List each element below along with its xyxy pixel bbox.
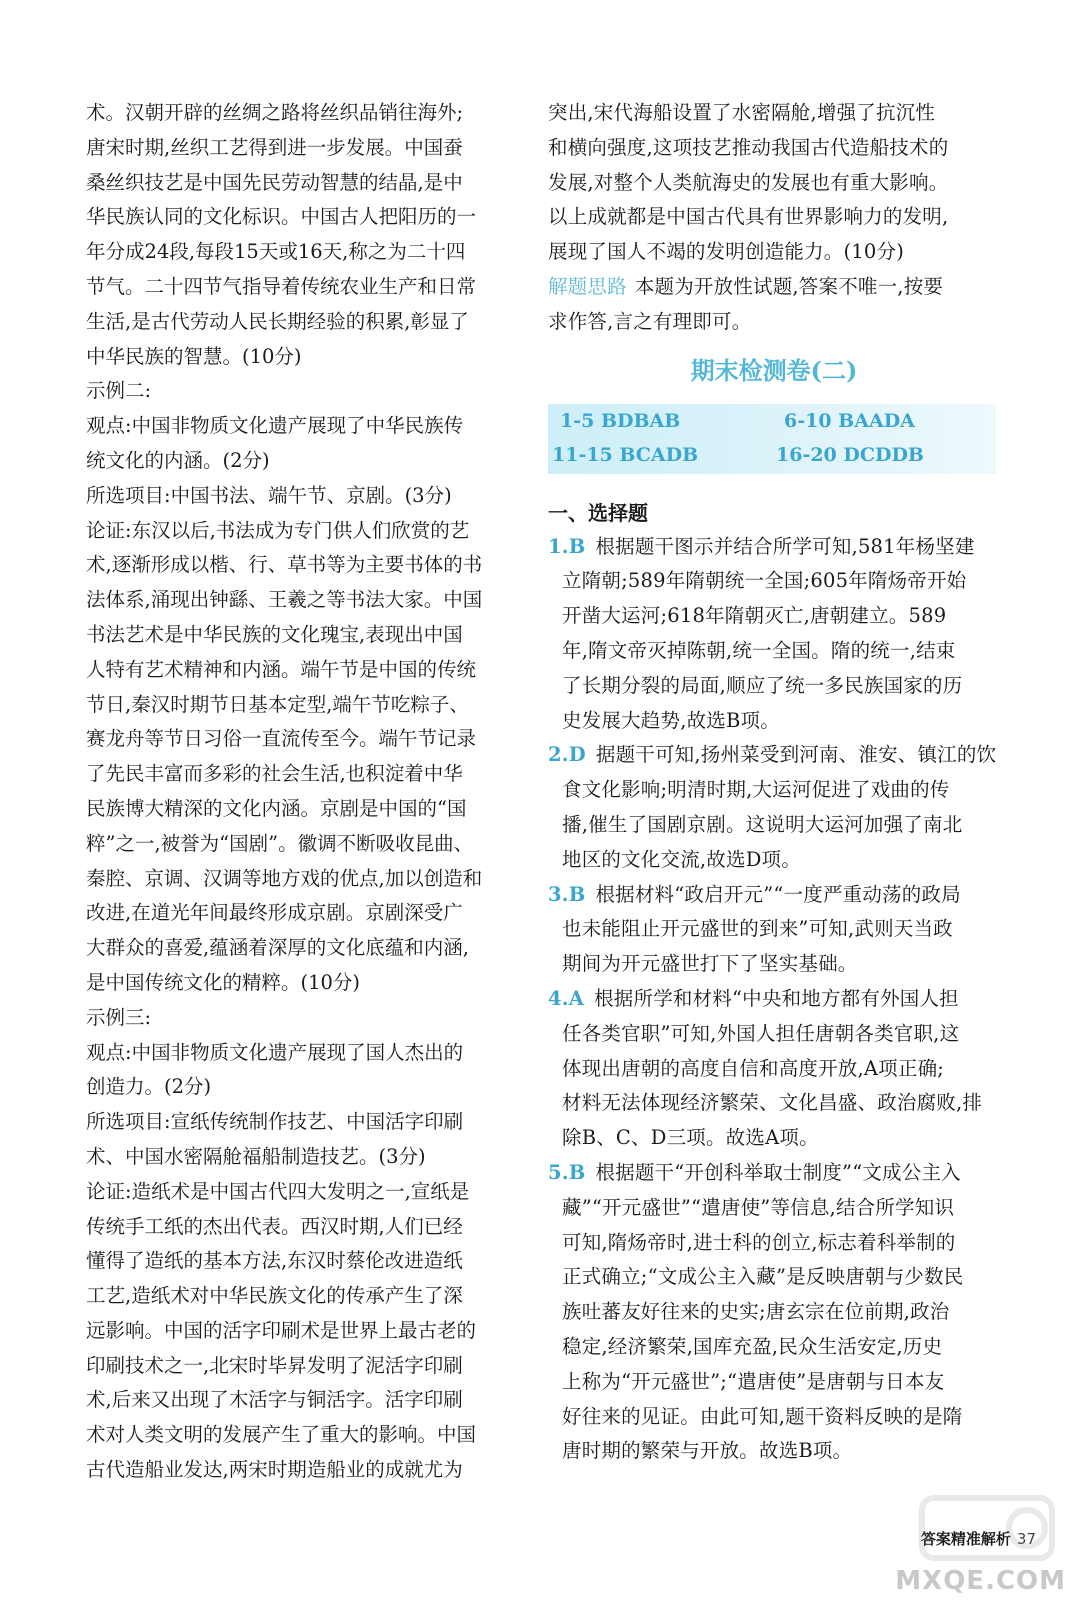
left-text-line: 术、中国水密隔舱福船制造技艺。(3分) (86, 1144, 426, 1168)
left-text-line: 秦腔、京调、汉调等地方戏的优点,加以创造和 (86, 866, 483, 890)
question-text: 根据题干图示并结合所学可知,581年杨坚建 (595, 534, 975, 558)
question-list (548, 530, 1000, 1470)
left-text-line: 粹”之一,被誉为“国剧”。徽调不断吸收昆曲、 (86, 831, 474, 855)
left-text-line: 民族博大精深的文化内涵。京剧是中国的“国 (86, 796, 467, 820)
right-intro-line: 以上成就都是中国古代具有世界影响力的发明, (548, 205, 949, 229)
left-text-line: 工艺,造纸术对中华民族文化的传承产生了深 (86, 1284, 463, 1308)
left-text-line: 改进,在道光年间最终形成京剧。京剧深受广 (86, 901, 463, 925)
question-item (548, 530, 1000, 739)
question-line: 可知,隋炀帝时,进士科的创立,标志着科举制的 (562, 1230, 956, 1254)
left-text-line: 统文化的内涵。(2分) (86, 448, 270, 472)
question-line: 唐时期的繁荣与开放。故选B项。 (562, 1439, 853, 1463)
question-line: 播,催生了国剧京剧。这说明大运河加强了南北 (562, 812, 963, 836)
question-line: 好往来的见证。由此可知,题干资料反映的是隋 (562, 1404, 963, 1428)
left-text-line: 创造力。(2分) (86, 1075, 212, 1099)
question-line: 正式确立;“文成公主入藏”是反映唐朝与少数民 (562, 1265, 964, 1289)
left-text-line: 是中国传统文化的精粹。(10分) (86, 970, 361, 994)
hint-label: 解题思路 (548, 274, 627, 298)
left-text-line: 术,逐渐形成以楷、行、草书等为主要书体的书 (86, 553, 483, 577)
question-number: 5.B (548, 1160, 586, 1184)
right-intro-paragraph (548, 96, 1000, 270)
left-text-line: 书法艺术是中华民族的文化瑰宝,表现出中国 (86, 622, 463, 646)
question-line: 年,隋文帝灭掉陈朝,统一全国。隋的统一,结束 (562, 638, 956, 662)
question-line: 食文化影响;明清时期,大运河促进了戏曲的传 (562, 778, 950, 802)
left-text-line: 论证:造纸术是中国古代四大发明之一,宣纸是 (86, 1179, 470, 1203)
answer-group-1: 1-5 BDBAB (560, 409, 681, 432)
left-text-line: 示例二: (86, 379, 152, 403)
question-number: 3.B (548, 882, 586, 906)
left-text-line: 所选项目:中国书法、端午节、京剧。(3分) (86, 483, 452, 507)
left-text-line: 大群众的喜爱,蕴涵着深厚的文化底蕴和内涵, (86, 936, 469, 960)
question-number: 2.D (548, 743, 586, 767)
question-item (548, 878, 1000, 982)
left-text-line: 术对人类文明的发展产生了重大的影响。中国 (86, 1423, 477, 1447)
question-item (548, 1156, 1000, 1469)
left-text-line: 所选项目:宣纸传统制作技艺、中国活字印刷 (86, 1110, 464, 1134)
left-text-line: 印刷技术之一,北宋时毕昇发明了泥活字印刷 (86, 1353, 463, 1377)
left-text-line: 术,后来又出现了木活字与铜活字。活字印刷 (86, 1388, 463, 1412)
left-text-line: 中华民族的智慧。(10分) (86, 344, 302, 368)
left-text-line: 年分成24段,每段15天或16天,称之为二十四 (86, 240, 466, 264)
hint-paragraph (548, 270, 1000, 340)
left-text-line: 了先民丰富而多彩的社会生活,也积淀着中华 (86, 762, 463, 786)
question-line (548, 1156, 1000, 1191)
left-text-line: 观点:中国非物质文化遗产展现了国人杰出的 (86, 1040, 464, 1064)
left-text-line: 生活,是古代劳动人民长期经验的积累,彰显了 (86, 309, 469, 333)
left-text-line: 古代造船业发达,两宋时期造船业的成就尤为 (86, 1458, 463, 1482)
right-column (548, 96, 1000, 1469)
right-intro-line: 突出,宋代海船设置了水密隔舱,增强了抗沉性 (548, 101, 936, 124)
footer-label: 答案精准解析 (920, 1530, 1011, 1548)
question-number: 4.A (548, 986, 585, 1010)
watermark-logo-icon (912, 1488, 1062, 1578)
question-line (548, 878, 1000, 913)
right-intro-line: 发展,对整个人类航海史的发展也有重大影响。 (548, 170, 949, 194)
question-number: 1.B (548, 534, 586, 558)
question-line: 藏”“开元盛世”“遣唐使”等信息,结合所学知识 (562, 1195, 955, 1219)
exam-title: 期末检测卷(二) (690, 355, 858, 385)
left-column (86, 96, 516, 1488)
left-text-line: 桑丝织技艺是中国先民劳动智慧的结晶,是中 (86, 170, 463, 194)
question-item (548, 982, 1000, 1156)
left-text-line: 传统手工纸的杰出代表。西汉时期,人们已经 (86, 1214, 463, 1238)
answer-group-4: 16-20 DCDDB (776, 443, 924, 466)
question-text: 根据题干“开创科举取士制度”“文成公主入 (595, 1160, 961, 1184)
section-heading: 一、选择题 (548, 500, 648, 525)
question-line: 除B、C、D三项。故选A项。 (562, 1126, 819, 1150)
question-line: 也未能阻止开元盛世的到来”可知,武则天当政 (562, 917, 953, 941)
left-text-line: 远影响。中国的活字印刷术是世界上最古老的 (86, 1318, 477, 1342)
question-line: 任各类官职”可知,外国人担任唐朝各类官职,这 (562, 1021, 960, 1045)
question-text: 根据所学和材料“中央和地方都有外国人担 (594, 986, 959, 1010)
question-line: 开凿大运河;618年隋朝灭亡,唐朝建立。589 (562, 604, 947, 628)
left-text-line: 节气。二十四节气指导着传统农业生产和日常 (86, 274, 477, 298)
question-line: 体现出唐朝的高度自信和高度开放,A项正确; (562, 1056, 945, 1080)
question-line: 立隋朝;589年隋朝统一全国;605年隋炀帝开始 (562, 569, 967, 593)
question-item (548, 738, 1000, 877)
question-line: 地区的文化交流,故选D项。 (562, 847, 801, 871)
left-text-line: 论证:东汉以后,书法成为专门供人们欣赏的艺 (86, 518, 470, 542)
question-line (548, 738, 1000, 773)
question-line: 史发展大趋势,故选B项。 (562, 708, 780, 732)
hint-line-1 (548, 270, 1000, 305)
right-intro-line: 展现了国人不竭的发明创造能力。(10分) (548, 240, 905, 264)
answer-key-box (548, 404, 996, 474)
question-line (548, 530, 1000, 565)
question-line (548, 982, 1000, 1017)
watermark-text: MXQE.COM (895, 1566, 1066, 1596)
left-text-line: 示例三: (86, 1005, 152, 1029)
question-line: 材料无法体现经济繁荣、文化昌盛、政治腐败,排 (562, 1091, 983, 1115)
answer-group-2: 6-10 BAADA (784, 409, 915, 432)
question-line: 期间为开元盛世打下了坚实基础。 (562, 952, 858, 976)
page-number: 37 (1016, 1530, 1036, 1548)
question-line: 稳定,经济繁荣,国库充盈,民众生活安定,历史 (562, 1334, 943, 1358)
answer-group-3: 11-15 BCADB (552, 443, 699, 466)
left-text-line: 赛龙舟等节日习俗一直流传至今。端午节记录 (86, 727, 477, 751)
question-text: 据题干可知,扬州菜受到河南、淮安、镇江的饮 (595, 743, 997, 767)
right-intro-line: 和横向强度,这项技艺推动我国古代造船技术的 (548, 135, 949, 159)
question-line: 族吐蕃友好往来的史实;唐玄宗在位前期,政治 (562, 1300, 950, 1324)
hint-line-2: 求作答,言之有理即可。 (548, 309, 752, 333)
left-text-line: 华民族认同的文化标识。中国古人把阳历的一 (86, 205, 477, 229)
left-text-line: 人特有艺术精神和内涵。端午节是中国的传统 (86, 657, 477, 681)
left-text-line: 法体系,涌现出钟繇、王羲之等书法大家。中国 (86, 588, 483, 612)
left-text-line: 懂得了造纸的基本方法,东汉时蔡伦改进造纸 (86, 1249, 463, 1273)
left-text-line: 术。汉朝开辟的丝绸之路将丝织品销往海外; (86, 101, 464, 124)
left-text-line: 观点:中国非物质文化遗产展现了中华民族传 (86, 414, 464, 438)
question-line: 上称为“开元盛世”;“遣唐使”是唐朝与日本友 (562, 1369, 945, 1393)
left-text-line: 节日,秦汉时期节日基本定型,端午节吃粽子、 (86, 692, 469, 716)
question-text: 根据材料“政启开元”“一度严重动荡的政局 (595, 882, 961, 906)
left-text-line: 唐宋时期,丝织工艺得到进一步发展。中国蚕 (86, 135, 463, 159)
hint-text: 本题为开放性试题,答案不唯一,按要 (634, 274, 944, 298)
question-line: 了长期分裂的局面,顺应了统一多民族国家的历 (562, 673, 963, 697)
